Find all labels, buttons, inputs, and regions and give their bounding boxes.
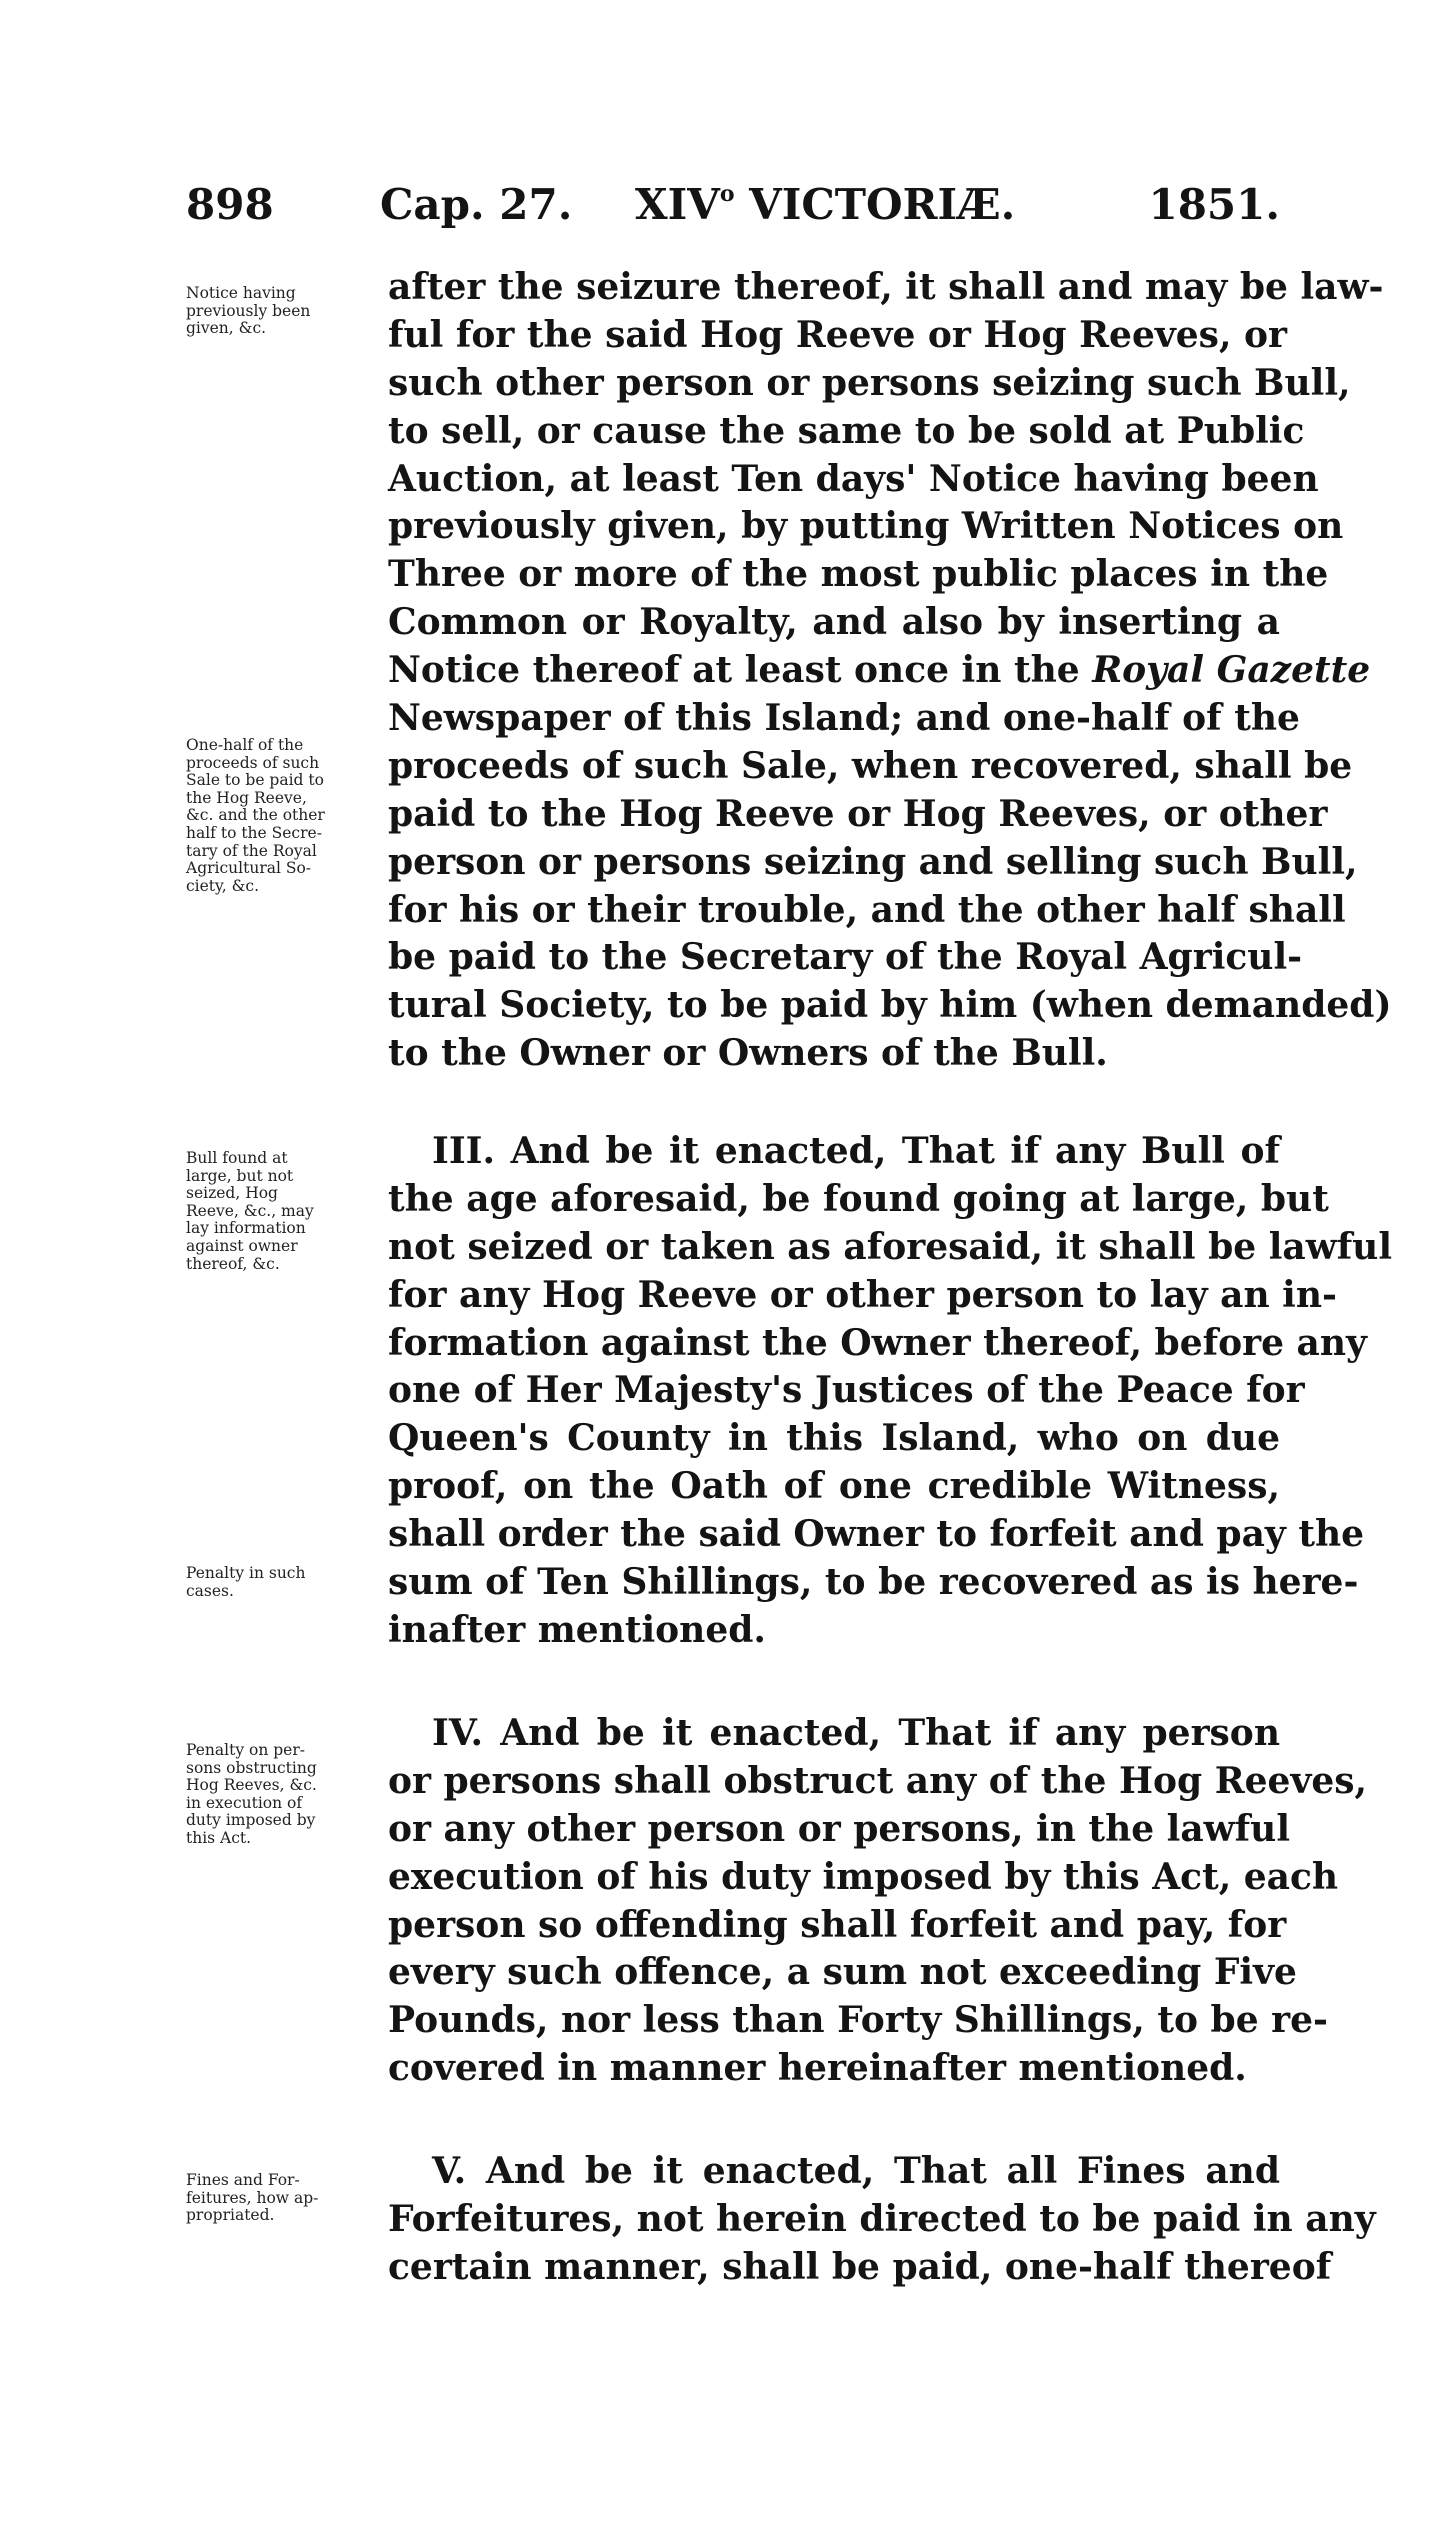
sidenote-obstruction: Penalty on per- sons obstructing Hog Reeves, &c. in execution of duty imposed by this Act.	[186, 1741, 317, 1847]
text-line: execution of his duty imposed by this Act, each	[388, 1855, 1339, 1898]
text-line: person so offending shall forfeit and pay, for	[388, 1903, 1287, 1946]
text-line: Forfeitures, not herein directed to be paid in any	[388, 2197, 1376, 2240]
text-line: such other person or persons seizing such Bull,	[388, 361, 1351, 404]
sidenote-proceeds: One-half of the proceeds of such Sale to be paid to the Hog Reeve, &c. and the other half to the Secre- tary of the Royal Agricultural So- ciety, &c.	[186, 736, 325, 895]
sidenote-penalty-cases: Penalty in such cases.	[186, 1564, 306, 1600]
text-line: or persons shall obstruct any of the Hog Reeves,	[388, 1759, 1368, 1802]
running-header	[180, 180, 1280, 240]
text-line: inafter mentioned.	[388, 1608, 766, 1651]
text-line: paid to the Hog Reeve or Hog Reeves, or other	[388, 792, 1328, 835]
text-line: tural Society, to be paid by him (when demanded)	[388, 984, 1392, 1027]
text-line: shall order the said Owner to forfeit and pay the	[388, 1513, 1365, 1556]
text-line: formation against the Owner thereof, before any	[388, 1321, 1367, 1364]
sidenote-bull-at-large: Bull found at large, but not seized, Hog Reeve, &c., may lay information against owner thereof, &c.	[186, 1149, 314, 1273]
text-line: Queen's County in this Island, who on due	[388, 1417, 1280, 1460]
text-line: be paid to the Secretary of the Royal Agricul-	[388, 936, 1303, 979]
text-line: every such offence, a sum not exceeding Five	[388, 1951, 1297, 1994]
text-line: Three or more of the most public places in the	[388, 553, 1329, 596]
text-line: sum of Ten Shillings, to be recovered as is here-	[388, 1561, 1359, 1604]
paragraph-continuation	[388, 264, 1392, 1078]
text-line: to the Owner or Owners of the Bull.	[388, 1032, 1108, 1075]
text-line: or any other person or persons, in the lawful	[388, 1807, 1291, 1850]
text-line: IV. And be it enacted, That if any person	[432, 1712, 1280, 1754]
text-line: Common or Royalty, and also by inserting a	[388, 601, 1280, 644]
section-iv	[388, 1710, 1368, 2093]
text-line: person or persons seizing and selling such Bull,	[388, 840, 1358, 883]
statute-title: XIV$^o$ VICTORIÆ.	[635, 180, 1016, 229]
text-line: ful for the said Hog Reeve or Hog Reeves, or	[388, 313, 1287, 356]
section-v	[388, 2148, 1376, 2292]
text-line: not seized or taken as aforesaid, it shall be lawful	[388, 1225, 1393, 1268]
chapter-label: Cap. 27.	[380, 180, 573, 229]
gazette-title: Royal Gazette	[1092, 649, 1371, 692]
text-line: after the seizure thereof, it shall and may be law-	[388, 266, 1384, 308]
text-line: to sell, or cause the same to be sold at Public	[388, 409, 1305, 452]
text-line: Pounds, nor less than Forty Shillings, to be re-	[388, 1999, 1328, 2042]
text-line: for his or their trouble, and the other half shall	[388, 888, 1346, 931]
text-line: Notice thereof at least once in the Royal Gazette	[388, 649, 1371, 692]
text-line: the age aforesaid, be found going at large, but	[388, 1177, 1329, 1220]
year-label: 1851.	[1148, 180, 1280, 229]
sidenote-fines: Fines and For- feitures, how ap- propriated.	[186, 2171, 319, 2225]
text-line: one of Her Majesty's Justices of the Peace for	[388, 1369, 1305, 1412]
text-line: for any Hog Reeve or other person to lay an in-	[388, 1273, 1337, 1316]
text-line: proof, on the Oath of one credible Witness,	[388, 1465, 1280, 1508]
text-line: Newspaper of this Island; and one-half of the	[388, 697, 1300, 740]
text-line: Auction, at least Ten days' Notice having been	[388, 457, 1319, 500]
page-number: 898	[186, 180, 274, 229]
text-line: covered in manner hereinafter mentioned.	[388, 2047, 1247, 2090]
text-line: V. And be it enacted, That all Fines and	[432, 2150, 1280, 2192]
text-line: previously given, by putting Written Notices on	[388, 505, 1344, 548]
sidenote-notice: Notice having previously been given, &c.	[186, 284, 311, 338]
text-line: III. And be it enacted, That if any Bull of	[432, 1130, 1280, 1172]
text-line: certain manner, shall be paid, one-half thereof	[388, 2245, 1332, 2288]
text-line: proceeds of such Sale, when recovered, shall be	[388, 744, 1353, 787]
section-iii	[388, 1128, 1393, 1655]
